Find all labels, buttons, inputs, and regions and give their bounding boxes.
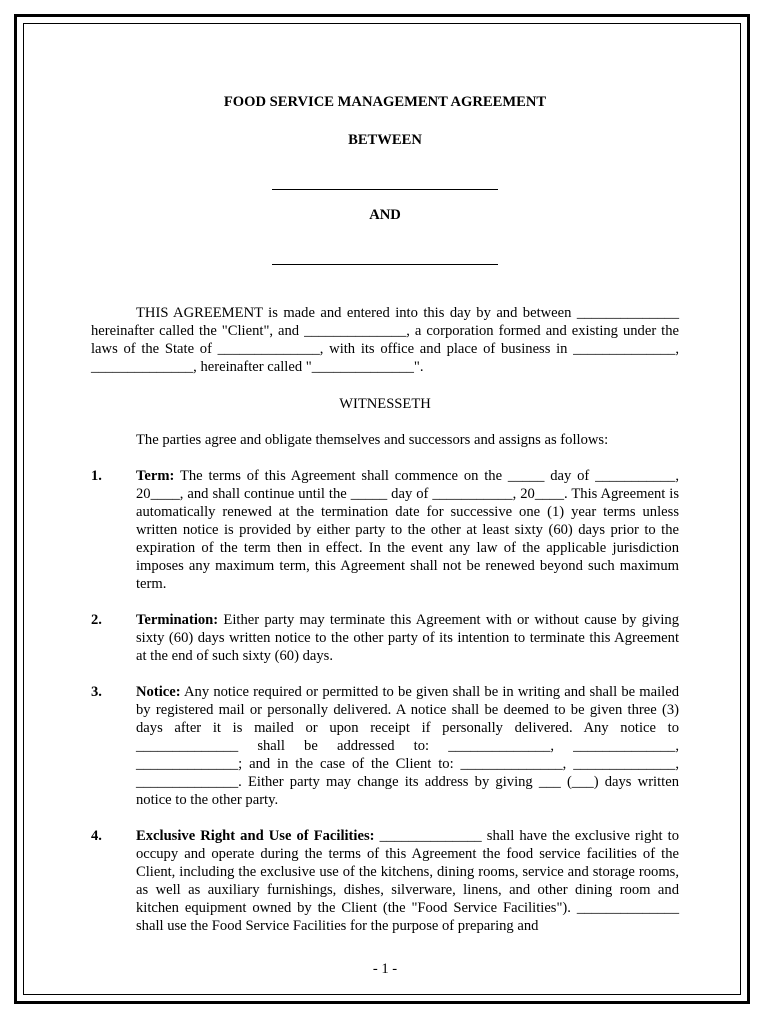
section-term <box>91 467 679 593</box>
party-two-blank-line <box>272 246 498 265</box>
intro-paragraph: THIS AGREEMENT is made and entered into this day by and between ______________ hereinafter called the "Client", and ______________, a corporation formed and existing under the laws of the State of ______________, with its office and place of business in ______________, ______________, hereinafter called "______________". <box>91 305 679 375</box>
between-heading: BETWEEN <box>348 132 422 148</box>
section-termination <box>91 611 679 665</box>
section-exclusive-right <box>91 827 679 935</box>
section-number: 1. <box>91 468 102 484</box>
section-number: 4. <box>91 828 102 844</box>
document-page <box>91 93 679 935</box>
section-heading: Notice: <box>136 684 181 700</box>
and-heading: AND <box>369 207 401 223</box>
section-heading: Exclusive Right and Use of Facilities: <box>136 828 375 844</box>
section-number: 3. <box>91 684 102 700</box>
section-heading: Term: <box>136 468 175 484</box>
document-title: FOOD SERVICE MANAGEMENT AGREEMENT <box>223 94 547 110</box>
section-text: ______________ shall have the exclusive right to occupy and operate during the terms of this Agreement the food service facilities of the Client, including the exclusive use of the kitchens, dining rooms, service and storage rooms, as well as auxiliary furnishings, dishes, silverware, linens, and other dining room and kitchen equipment owned by the Client (the "Food Service Facilities"). ______________ shall use the Food Service Facilities for the purpose of preparing and <box>136 828 680 934</box>
witnesseth-heading: WITNESSETH <box>339 396 431 412</box>
section-text: Any notice required or permitted to be given shall be in writing and shall be mailed by registered mail or personally delivered. A notice shall be deemed to be given three (3) days after it is mailed or upon receipt if personally delivered. Any notice to ______________ shall be addressed to: ______________, ______________, ______________; and in the case of the Client to: ______________, ______________, ______________. Either party may change its address by giving ___ (___) days written notice to the other party. <box>136 684 680 808</box>
section-number: 2. <box>91 612 102 628</box>
section-heading: Termination: <box>136 612 219 628</box>
section-text: Either party may terminate this Agreement with or without cause by giving sixty (60) days written notice to the other party of its intention to terminate this Agreement at the end of such sixty (60) days. <box>136 612 679 664</box>
parties-paragraph: The parties agree and obligate themselves and successors and assigns as follows: <box>136 432 609 448</box>
party-one-blank-line <box>272 171 498 190</box>
section-text: The terms of this Agreement shall commence on the _____ day of ___________, 20____, and shall continue until the _____ day of ___________, 20____. This Agreement is automatically renewed at the termination date for successive one (1) year terms unless written notice is provided by either party to the other at least sixty (60) days prior to the expiration of the term then in effect. In the event any law of the applicable jurisdiction imposes any maximum term, this Agreement shall not be renewed beyond such maximum term. <box>136 468 679 592</box>
page-number: - 1 - <box>372 961 398 977</box>
section-notice <box>91 683 679 809</box>
